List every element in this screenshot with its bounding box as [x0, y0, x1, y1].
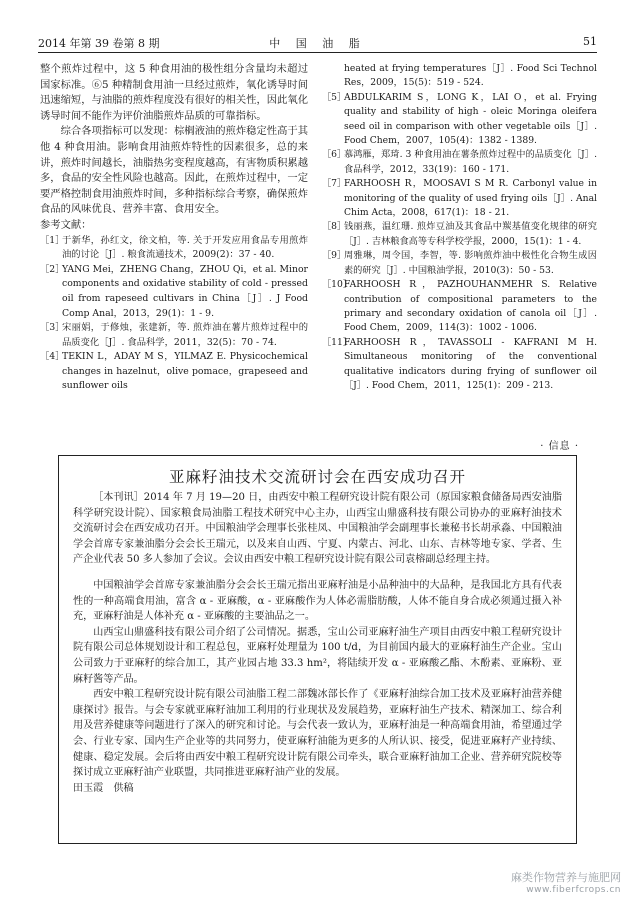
news-paragraph: 西安中粮工程研究设计院有限公司油脂工程二部魏冰部长作了《亚麻籽油综合加工技术及亚麻籽油营养健康探讨》报告。与会专家就亚麻籽油加工利用的行业现状及发展趋势，亚麻籽油生产技术、精深加工、综合利用及营养健康等问题进行了深入的研究和讨论。与会代表一致认为，亚麻籽油是一种高端食用油，希望通过学会、行业专家、国内生产企业等的共同努力，使亚麻籽油能为更多的人所认识、接受，促进亚麻籽产业持续、健康、稳定发展。会后将由西安中粮工程研究设计院有限公司牵头，联合亚麻籽油加工企业、营养研究院校等探讨成立亚麻籽油产业联盟，共同推进亚麻籽油产业的发展。 [73, 689, 562, 779]
reference-number: ［9］ [322, 250, 347, 262]
reference-item [40, 321, 308, 350]
news-paragraph: ［本刊讯］2014 年 7 月 19—20 日，由西安中粮工程研究设计院有限公司（原国家粮食储备局西安油脂科学研究设计院）、国家粮食局油脂工程技术研究中心主办，山西宝山鼎盛科技有限公司协办的亚麻籽油技术交流研讨会在西安成功召开。中国粮油学会理事长张桂凤、中国粮油学会副理事长兼秘书长胡承淼、中国粮油学会首席专家兼油脂分会会长王瑞元，以及来自山西、宁夏、内蒙古、河北、山东、吉林等地专家、学者、生产企业代表 50 多人参加了会议。会议由西安中粮工程研究设计院有限公司袁榕副总经理主持。 [73, 492, 562, 566]
running-header [38, 32, 597, 53]
reference-text: FARHOOSH R，PAZHOUHANMEHR S. Relative contribution of compositional parameters to the primary and secondary oxidation of canola oil［J］. Food Chem，2009，114(3)：1002 - 1006. [344, 279, 597, 334]
issue-info: 2014 年第 39 卷第 8 期 [38, 37, 160, 50]
reference-number: ［3］ [40, 322, 65, 334]
watermark [511, 871, 621, 897]
reference-item [322, 148, 597, 177]
reference-text: FARHOOSH R，TAVASSOLI - KAFRANI M H. Simultaneous monitoring of the conventional qualitative indicators during frying of sunflower oil［J］. Food Chem，2011，125(1)：209 - 213. [344, 336, 597, 391]
reference-text: 周雅琳，周令国，李智，等. 影响煎炸油中极性化合物生成因素的研究［J］. 中国粮油学报，2010(3)：50 - 53. [344, 250, 597, 276]
left-column [40, 62, 308, 394]
reference-text: YANG Mei，ZHENG Chang，ZHOU Qi，et al. Minor components and oxidative stability of cold - pressed oil from rapeseed cultivars in China［J］. J Food Comp Anal，2013，29(1)：1 - 9. [62, 263, 308, 319]
references-heading: 参考文献： [40, 218, 92, 231]
reference-text: TEKIN L，ADAY M S，YILMAZ E. Physicochemical changes in hazelnut，olive pomace，grapeseed and sunflower oils [62, 351, 308, 392]
reference-item [322, 91, 597, 149]
reference-item [40, 350, 308, 394]
right-column [322, 62, 597, 393]
section-label: · 信息 · [540, 441, 579, 452]
reference-text: heated at frying temperatures［J］. Food Sci Technol Res，2009，15(5)：519 - 524. [344, 63, 597, 89]
watermark-title: 麻类作物营养与施肥网 [511, 871, 621, 884]
reference-text: 于新华，孙红文，徐文柏，等. 关于开发应用食品专用煎炸油的讨论［J］. 粮食流通技术，2009(2)：37 - 40. [62, 234, 308, 261]
reference-text: FARHOOSH R，MOOSAVI S M R. Carbonyl value in monitoring of the quality of used frying oils［J］. Anal Chim Acta，2008，617(1)：18 - 21. [344, 178, 597, 219]
reference-text: 宋丽娟，于修烛，张建新，等. 煎炸油在薯片煎炸过程中的品质变化［J］. 食品科学，2011，32(5)：70 - 74. [62, 322, 308, 348]
reference-text: 慕鸿雁，郑琦. 3 种食用油在薯条煎炸过程中的品质变化［J］. 食品科学，2012，33(19)：160 - 171. [344, 149, 597, 175]
news-paragraph: 中国粮油学会首席专家兼油脂分会会长王瑞元指出亚麻籽油是小品种油中的大品种，是我国北方具有代表性的一种高端食用油，富含 α - 亚麻酸，α - 亚麻酸作为人体必需脂肪酸，人体不能自身合成必须通过摄入补充，亚麻籽油是人体补充 α - 亚麻酸的主要油品之一。 [73, 579, 562, 623]
journal-name: 中 国 油 脂 [269, 37, 366, 50]
reference-number: ［7］ [322, 178, 347, 190]
reference-number: ［10］ [322, 279, 353, 291]
news-title: 亚麻籽油技术交流研讨会在西安成功召开 [168, 468, 466, 486]
reference-item [40, 234, 308, 263]
reference-text: 钱丽燕，温红珊. 煎炸豆油及其食品中羰基值变化规律的研究［J］. 吉林粮食高等专科学校学报，2000，15(1)：1 - 4. [344, 221, 597, 247]
reference-item [322, 278, 597, 336]
reference-number: ［5］ [322, 91, 347, 103]
reference-continuation [322, 62, 597, 91]
reference-number: ［2］ [40, 263, 65, 275]
reference-number: ［11］ [322, 336, 353, 348]
news-author: 田玉霞 供稿 [73, 782, 134, 794]
reference-item [322, 177, 597, 220]
news-body [73, 490, 562, 796]
reference-number: ［6］ [322, 149, 347, 161]
page-number: 51 [583, 35, 597, 48]
news-paragraph: 山西宝山鼎盛科技有限公司介绍了公司情况。据悉，宝山公司亚麻籽油生产项目由西安中粮工程研究设计院有限公司总体规划设计和工程总包，亚麻籽处理量为 100 t/d，为目前国内最大的亚麻籽油生产企业。宝山公司致力于亚麻籽的综合加工，其产业园占地 33.3 hm²，将陆续开发 α - 亚麻酸乙酯、木酚素、亚麻粉、亚麻籽酱等产品。 [73, 626, 562, 685]
reference-number: ［1］ [40, 234, 65, 246]
reference-text: ABDULKARIM S，LONG K，LAI O，et al. Frying quality and stability of high - oleic Moringa oleifera seed oil in comparison with other vegetable oils［J］. Food Chem，2007，105(4)：1382 - 1389. [344, 91, 597, 147]
reference-item [322, 336, 597, 394]
reference-number: ［4］ [40, 351, 65, 363]
reference-item [322, 249, 597, 278]
reference-item [40, 263, 308, 321]
body-paragraph: 整个煎炸过程中，这 5 种食用油的极性组分含量均未超过国家标准。⑥5 种精制食用油一旦经过煎炸，氧化诱导时间迅速缩短，与油脂的煎炸程度没有很好的相关性，因此氧化诱导时间不能作为评价油脂煎炸品质的可靠指标。 [40, 63, 308, 122]
reference-number: ［8］ [322, 221, 347, 233]
reference-item [322, 220, 597, 249]
conclusion-paragraph: 综合各项指标可以发现：棕榈液油的煎炸稳定性高于其他 4 种食用油。影响食用油煎炸特性的因素很多，总的来讲，煎炸时间越长，油脂热劣变程度越高，有害物质积累越多，食品的安全性风险也越高。因此，在煎炸过程中，一定要严格控制食用油煎炸时间，多种指标综合考察，确保煎炸食品的风味优良、营养丰富、食用安全。 [40, 125, 308, 216]
watermark-url: www.fiberfcrops.cn [526, 885, 621, 895]
news-box [58, 455, 577, 844]
